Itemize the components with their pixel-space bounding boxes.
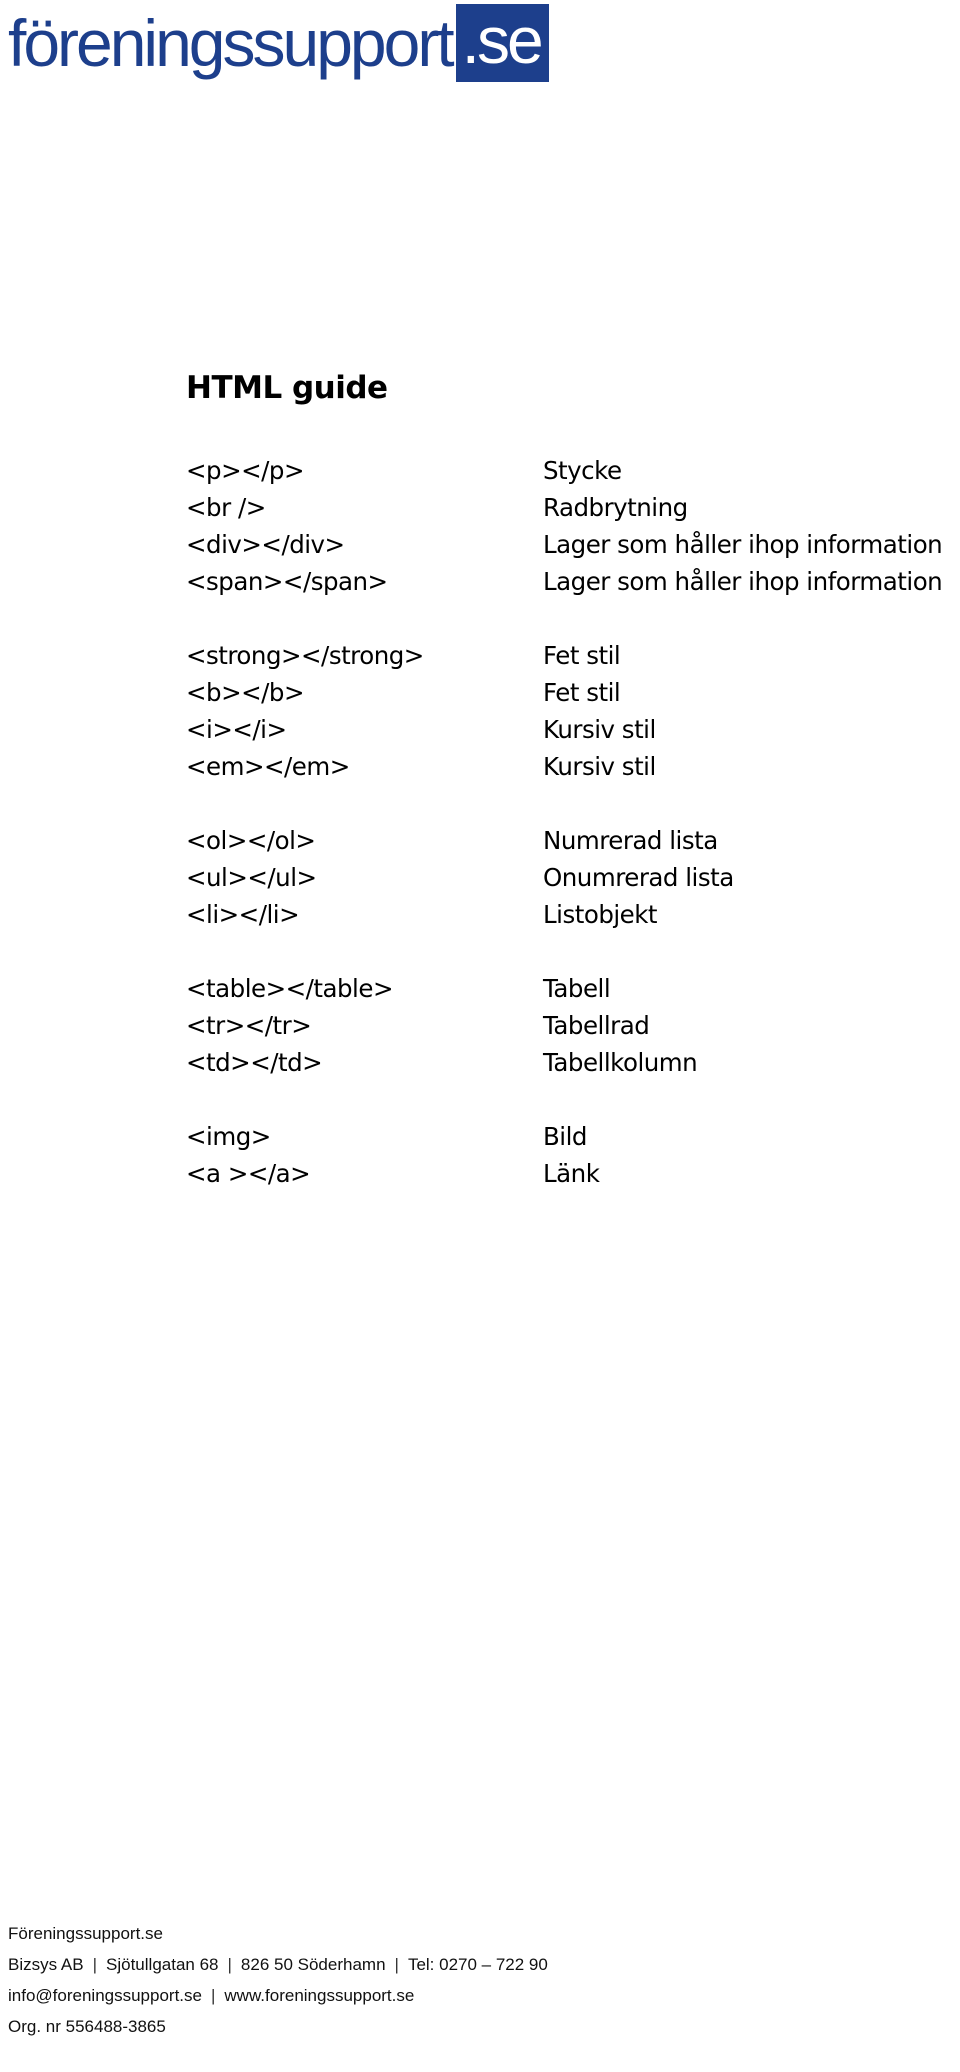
guide-group xyxy=(186,970,942,1081)
guide-row xyxy=(186,452,942,489)
guide-group xyxy=(186,1118,942,1192)
guide-description: Tabell xyxy=(543,974,611,1003)
footer-company: Bizsys AB xyxy=(8,1955,84,1974)
guide-row xyxy=(186,859,942,896)
footer-separator: | xyxy=(394,1955,399,1974)
footer-separator: | xyxy=(210,1986,216,2005)
guide-description: Kursiv stil xyxy=(543,715,656,744)
guide-tag: <li></li> xyxy=(186,900,300,929)
footer-org-number: Org. nr 556488-3865 xyxy=(8,2017,166,2036)
guide-row xyxy=(186,674,942,711)
guide-description: Stycke xyxy=(543,456,622,485)
guide-description: Bild xyxy=(543,1122,587,1151)
guide-description: Tabellkolumn xyxy=(543,1048,698,1077)
html-guide-list xyxy=(186,452,942,1229)
guide-group xyxy=(186,452,942,600)
footer-contact-line xyxy=(8,1980,548,2011)
logo-badge: .se xyxy=(456,4,549,82)
guide-row xyxy=(186,1007,942,1044)
guide-tag: <br /> xyxy=(186,493,266,522)
guide-description: Onumrerad lista xyxy=(543,863,734,892)
guide-row xyxy=(186,526,942,563)
guide-row xyxy=(186,822,942,859)
footer-address-line xyxy=(8,1949,548,1980)
guide-row xyxy=(186,1044,942,1081)
guide-tag: <p></p> xyxy=(186,456,304,485)
footer-street: Sjötullgatan 68 xyxy=(106,1955,219,1974)
guide-row xyxy=(186,711,942,748)
guide-tag: <a ></a> xyxy=(186,1159,311,1188)
guide-row xyxy=(186,970,942,1007)
guide-description: Länk xyxy=(543,1159,600,1188)
guide-group xyxy=(186,637,942,785)
footer-separator: | xyxy=(227,1955,232,1974)
guide-row xyxy=(186,563,942,600)
guide-tag: <strong></strong> xyxy=(186,641,424,670)
footer-phone: Tel: 0270 – 722 90 xyxy=(407,1955,548,1974)
guide-description: Listobjekt xyxy=(543,900,658,929)
guide-row xyxy=(186,489,942,526)
guide-description: Fet stil xyxy=(543,641,621,670)
footer-website[interactable]: www.foreningssupport.se xyxy=(224,1986,415,2005)
guide-tag: <i></i> xyxy=(186,715,287,744)
guide-row xyxy=(186,748,942,785)
guide-tag: <em></em> xyxy=(186,752,350,781)
guide-description: Lager som håller ihop information xyxy=(543,567,943,596)
guide-row xyxy=(186,896,942,933)
guide-tag: <td></td> xyxy=(186,1048,323,1077)
guide-tag: <tr></tr> xyxy=(186,1011,312,1040)
guide-description: Tabellrad xyxy=(543,1011,650,1040)
footer-separator: | xyxy=(92,1955,98,1974)
guide-group xyxy=(186,822,942,933)
guide-description: Radbrytning xyxy=(543,493,688,522)
guide-description: Numrerad lista xyxy=(543,826,718,855)
guide-row xyxy=(186,1155,942,1192)
logo-wordmark: föreningssupport xyxy=(8,6,452,80)
guide-row xyxy=(186,637,942,674)
guide-tag: <ol></ol> xyxy=(186,826,316,855)
guide-description: Lager som håller ihop information xyxy=(543,530,943,559)
guide-tag: <img> xyxy=(186,1122,271,1151)
guide-tag: <span></span> xyxy=(186,567,388,596)
guide-description: Kursiv stil xyxy=(543,752,656,781)
guide-tag: <table></table> xyxy=(186,974,393,1003)
page-title: HTML guide xyxy=(186,370,388,406)
guide-description: Fet stil xyxy=(543,678,621,707)
footer-email[interactable]: info@foreningssupport.se xyxy=(8,1986,202,2005)
footer-company-name: Föreningssupport.se xyxy=(8,1924,163,1943)
guide-row xyxy=(186,1118,942,1155)
guide-tag: <b></b> xyxy=(186,678,304,707)
brand-logo xyxy=(8,0,549,86)
guide-tag: <ul></ul> xyxy=(186,863,317,892)
guide-tag: <div></div> xyxy=(186,530,345,559)
footer xyxy=(8,1918,548,2042)
footer-postal: 826 50 Söderhamn xyxy=(240,1955,386,1974)
